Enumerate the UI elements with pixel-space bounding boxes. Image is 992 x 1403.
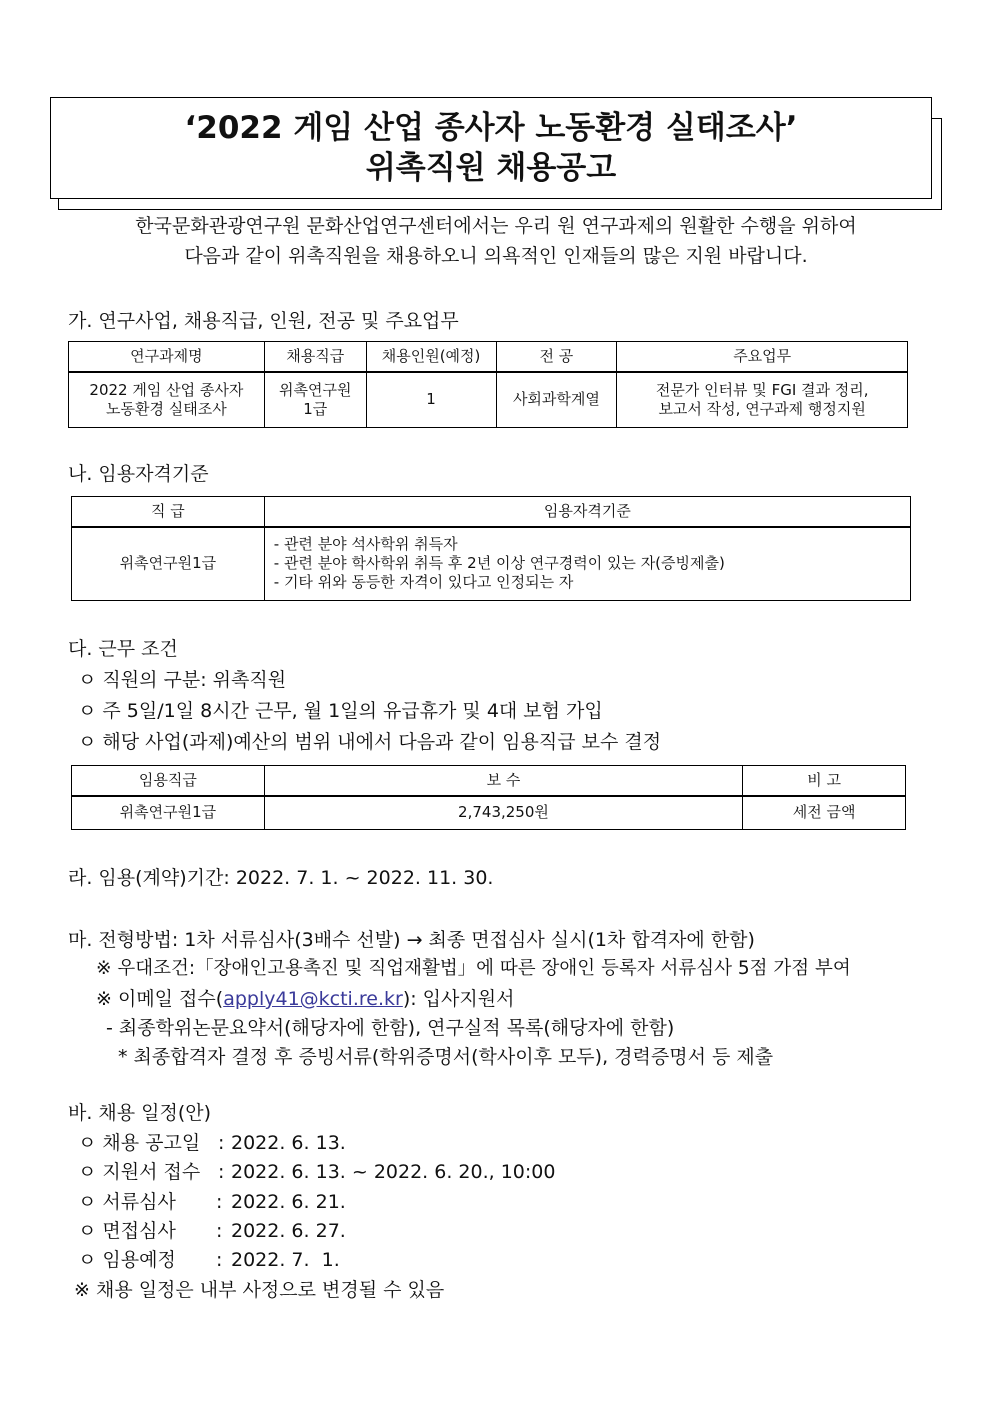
salary-table-header	[72, 766, 906, 796]
cell-duty-line1: 전문가 인터뷰 및 FGI 결과 정리,	[655, 380, 869, 399]
email-note	[96, 987, 514, 1011]
preference-note: ※ 우대조건:「장애인고용촉진 및 직업재활법」에 따른 장애인 등록자 서류심사 5점 가점 부여	[96, 958, 851, 979]
salary-table	[71, 765, 906, 830]
contract-period: 라. 임용(계약)기간: 2022. 7. 1. ~ 2022. 11. 30.	[68, 867, 494, 889]
col-header-major: 전 공	[496, 342, 617, 372]
col-header-rank: 임용직급	[72, 766, 265, 796]
cell-criteria	[264, 527, 910, 601]
qualification-table	[71, 496, 911, 601]
cell-note: 세전 금액	[743, 796, 906, 830]
research-table-header	[69, 342, 908, 372]
schedule-value: 2022. 6. 27.	[231, 1220, 346, 1242]
col-header-note: 비 고	[743, 766, 906, 796]
schedule-value: 2022. 6. 13. ~ 2022. 6. 20., 10:00	[231, 1161, 556, 1183]
title-box	[50, 97, 932, 199]
qualification-table-header	[72, 497, 911, 527]
section-e-heading: 마. 전형방법: 1차 서류심사(3배수 선발) → 최종 면접심사 실시(1차 합격자에 한함)	[68, 929, 755, 951]
cell-pay: 2,743,250원	[264, 796, 742, 830]
cell-duty-line2: 보고서 작성, 연구과제 행정지원	[658, 399, 866, 418]
title-line2: 위촉직원 채용공고	[365, 150, 617, 186]
cell-rank-line2: 1급	[303, 399, 328, 418]
cell-rank-line1: 위촉연구원	[278, 380, 352, 399]
schedule-sep: :	[216, 1249, 223, 1271]
work-condition-item: ㅇ 해당 사업(과제)예산의 범위 내에서 다음과 같이 임용직급 보수 결정	[78, 731, 662, 753]
email-link[interactable]: apply41@kcti.re.kr	[223, 988, 403, 1010]
schedule-sep: :	[216, 1191, 223, 1213]
document-note: - 최종학위논문요약서(해당자에 한함), 연구실적 목록(해당자에 한함)	[106, 1017, 675, 1039]
work-condition-item: ㅇ 직원의 구분: 위촉직원	[78, 669, 287, 691]
research-table	[68, 341, 908, 428]
cell-rank: 위촉연구원1급	[72, 527, 265, 601]
col-header-criteria: 임용자격기준	[264, 497, 910, 527]
intro-paragraph	[60, 211, 932, 271]
criteria-item: - 관련 분야 학사학위 취득 후 2년 이상 연구경력이 있는 자(증빙제출)	[273, 554, 725, 573]
section-f-heading: 바. 채용 일정(안)	[68, 1102, 212, 1124]
criteria-item: - 관련 분야 석사학위 취득자	[273, 535, 458, 554]
schedule-label: ㅇ 서류심사	[78, 1191, 176, 1213]
table-row	[69, 372, 908, 428]
schedule-sep: :	[218, 1132, 225, 1154]
evidence-note: * 최종합격자 결정 후 증빙서류(학위증명서(학사이후 모두), 경력증명서 등 제출	[118, 1046, 774, 1068]
schedule-value: 2022. 6. 13.	[231, 1132, 346, 1154]
table-row	[72, 796, 906, 830]
cell-project	[69, 372, 265, 428]
col-header-count: 채용인원(예정)	[366, 342, 496, 372]
work-condition-item: ㅇ 주 5일/1일 8시간 근무, 월 1일의 유급휴가 및 4대 보험 가입	[78, 700, 603, 722]
cell-project-line2: 노동환경 실태조사	[106, 399, 227, 418]
schedule-label: ㅇ 지원서 접수	[78, 1161, 201, 1183]
schedule-value: 2022. 6. 21.	[231, 1191, 346, 1213]
intro-line2: 다음과 같이 위촉직원을 채용하오니 의욕적인 인재들의 많은 지원 바랍니다.	[184, 245, 808, 267]
schedule-label: ㅇ 임용예정	[78, 1249, 176, 1271]
intro-line1: 한국문화관광연구원 문화산업연구센터에서는 우리 원 연구과제의 원활한 수행을 위하여	[135, 215, 857, 237]
criteria-item: - 기타 위와 동등한 자격이 있다고 인정되는 자	[273, 573, 574, 592]
col-header-project: 연구과제명	[69, 342, 265, 372]
schedule-label: ㅇ 채용 공고일	[78, 1132, 201, 1154]
schedule-label: ㅇ 면접심사	[78, 1220, 176, 1242]
schedule-change-note: ※ 채용 일정은 내부 사정으로 변경될 수 있음	[74, 1279, 445, 1301]
col-header-rank: 직 급	[72, 497, 265, 527]
cell-count: 1	[366, 372, 496, 428]
cell-project-line1: 2022 게임 산업 종사자	[89, 380, 244, 399]
cell-rank: 위촉연구원1급	[72, 796, 265, 830]
schedule-sep: :	[216, 1220, 223, 1242]
section-b-heading: 나. 임용자격기준	[68, 463, 209, 485]
cell-major: 사회과학계열	[496, 372, 617, 428]
email-note-suffix: ): 입사지원서	[402, 988, 515, 1010]
table-row	[72, 527, 911, 601]
cell-duty	[617, 372, 908, 428]
section-a-heading: 가. 연구사업, 채용직급, 인원, 전공 및 주요업무	[68, 310, 459, 332]
schedule-sep: :	[218, 1161, 225, 1183]
col-header-duty: 주요업무	[617, 342, 908, 372]
title-line1: ‘2022 게임 산업 종사자 노동환경 실태조사’	[184, 110, 798, 146]
cell-rank	[264, 372, 366, 428]
col-header-rank: 채용직급	[264, 342, 366, 372]
email-note-prefix: ※ 이메일 접수(	[96, 988, 224, 1010]
section-c-heading: 다. 근무 조건	[68, 638, 178, 660]
schedule-value: 2022. 7. 1.	[231, 1249, 340, 1271]
col-header-pay: 보 수	[264, 766, 742, 796]
